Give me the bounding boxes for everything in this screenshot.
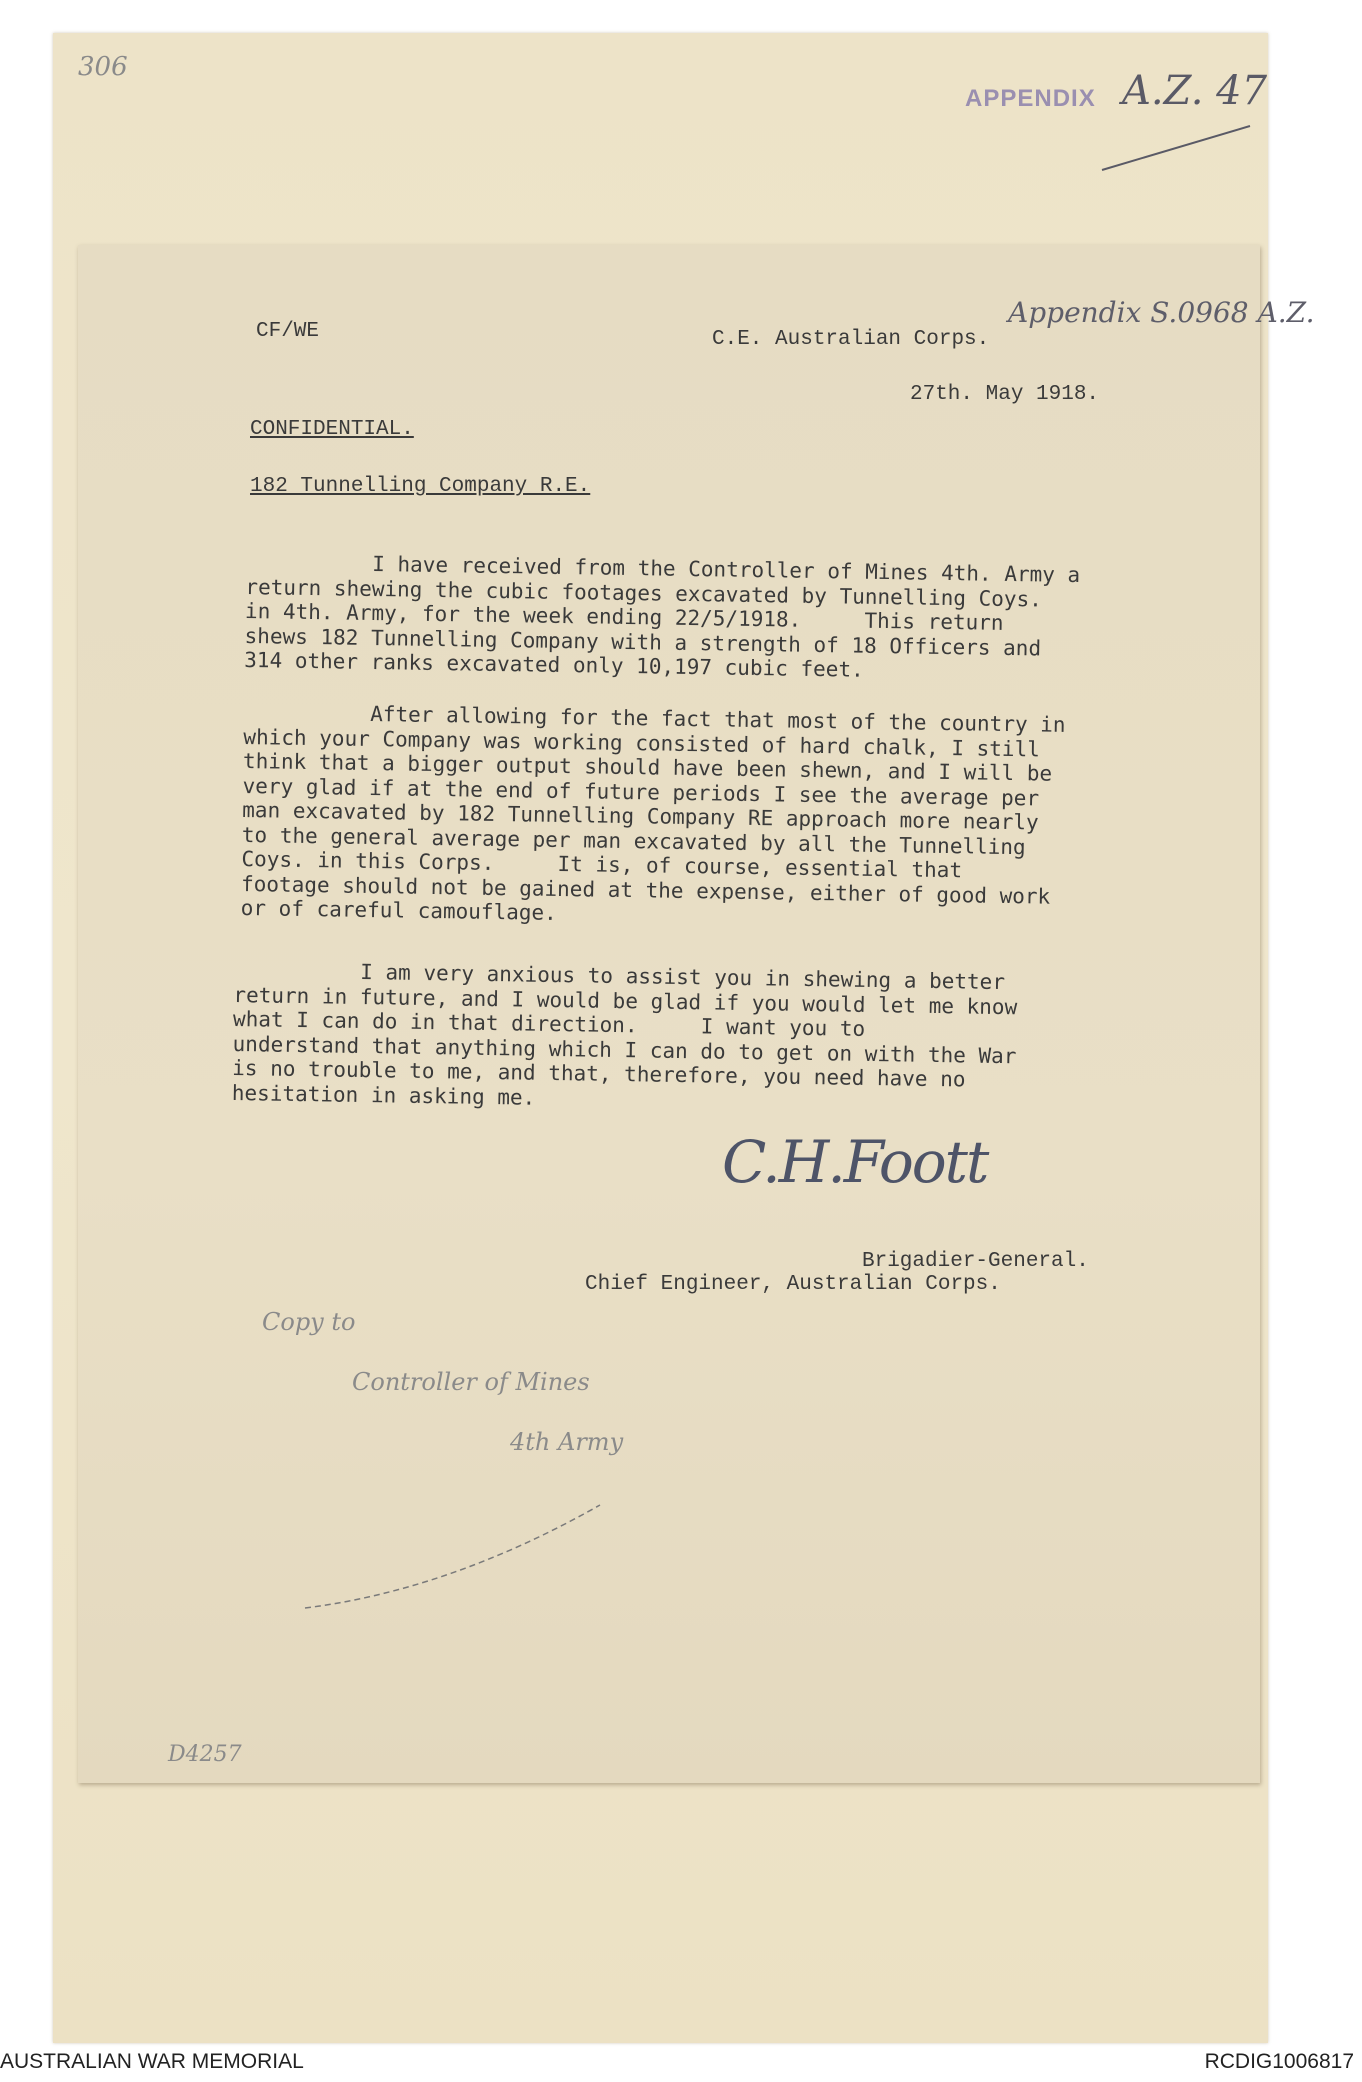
letter-addressee: 182 Tunnelling Company R.E. — [250, 475, 591, 498]
pencil-stroke — [300, 1500, 620, 1620]
letter-reference: CF/WE — [256, 320, 320, 343]
letter-paragraph-2: After allowing for the fact that most of the country in which your Company was working consisted of hard chalk, I still think that a bigger output should have been shewn, and I will be very glad if at the end of future periods I see the average per man excavated by 182 Tunnelling Company RE approach more nearly to the general average per man excavated by all the Tunnelling Coys. in this Corps. It is, of course, essential that footage should not be gained at the expense, either of good work or of careful camouflage. — [240, 700, 1066, 925]
letter-paragraph-3: I am very anxious to assist you in shewing a better return in future, and I would be glad if you would let me know what I can do in that direction. I want you to understand that anything which I can do to get on with the War is no trouble to me, and that, therefore, you need have no hesitation in asking me. — [231, 958, 1018, 1110]
appendix-stamp: APPENDIX — [965, 85, 1096, 112]
copy-note-line-2: Controller of Mines — [352, 1368, 590, 1396]
appendix-handwritten: A.Z. 47 — [1122, 68, 1268, 114]
letter-from: C.E. Australian Corps. — [712, 328, 990, 351]
letter-signature: C.H.Foott — [722, 1128, 988, 1196]
letter-file-note: Appendix S.0968 A.Z. — [1008, 296, 1315, 329]
folio-number: 306 — [78, 52, 128, 82]
copy-note-line-3: 4th Army — [510, 1428, 624, 1456]
footer-source: AUSTRALIAN WAR MEMORIAL — [0, 2050, 304, 2073]
signatory-rank: Brigadier-General. — [862, 1250, 1089, 1273]
letter-date: 27th. May 1918. — [910, 383, 1100, 406]
signatory-title: Chief Engineer, Australian Corps. — [585, 1273, 1001, 1296]
copy-note-line-1: Copy to — [262, 1308, 356, 1336]
letter-paragraph-1: I have received from the Controller of Mines 4th. Army a return shewing the cubic footages excavated by Tunnelling Coys. in 4th. Army, for the week ending 22/5/1918. This return shews 182 Tunnelling Company with a strength of 18 Officers and 314 other ranks excavated only 10,197 cubic feet. — [244, 550, 1081, 682]
footer-id: RCDIG1006817 — [1204, 2050, 1354, 2073]
letter-classification: CONFIDENTIAL. — [250, 418, 414, 441]
appendix-handwritten-stroke — [1100, 118, 1260, 178]
bottom-note: D4257 — [168, 1742, 242, 1767]
